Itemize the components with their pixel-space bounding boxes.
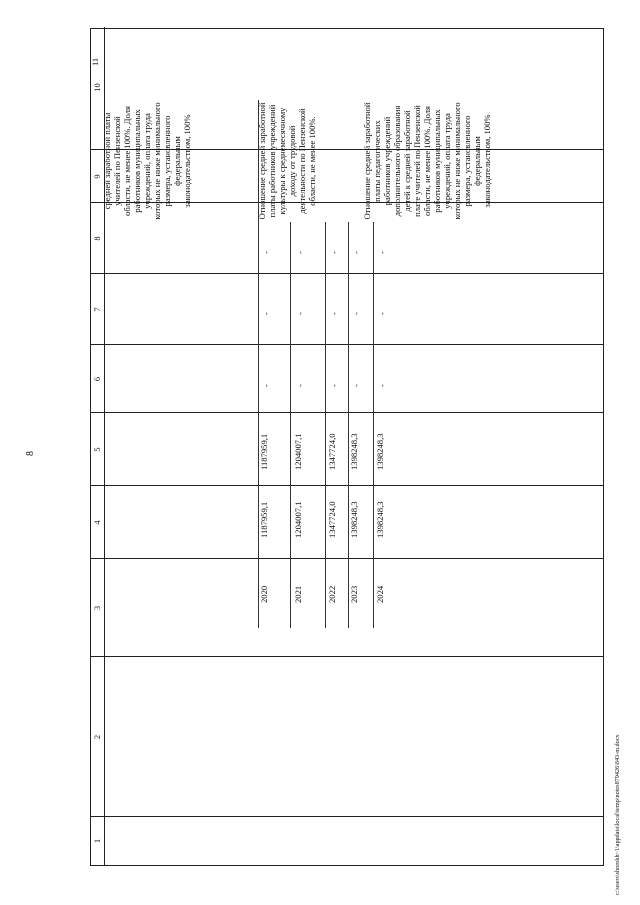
cell-col8: - xyxy=(295,312,305,315)
header-col-7: 7 xyxy=(93,307,102,312)
col10-text-2: Отношение средней заработной платы работников учреждений культуры к среднемесячному доходу от трудовой деятельности по Пензенской области, не менее 100%. xyxy=(257,102,317,220)
page-number: 8 xyxy=(25,451,36,456)
row-divider xyxy=(373,222,374,628)
footer-file-path: c:\users\shorokh~1\appdata\local\temp\notes879426\843-m.docx xyxy=(614,734,621,895)
header-col-10: 10 xyxy=(93,83,102,92)
header-col-6: 6 xyxy=(93,376,102,382)
col-divider xyxy=(91,344,603,345)
header-col-5: 5 xyxy=(93,447,102,452)
cell-col5: 1347724,0 xyxy=(327,501,337,538)
cell-col8: - xyxy=(329,312,339,315)
header-col-11: 11 xyxy=(91,57,100,66)
cell-col8: - xyxy=(261,312,271,315)
header-col-8: 8 xyxy=(93,236,102,241)
col-divider xyxy=(91,558,603,559)
cell-col7: - xyxy=(351,384,361,387)
cell-col7: - xyxy=(261,384,271,387)
row-divider xyxy=(290,222,291,628)
cell-col6: 1187959,1 xyxy=(259,433,269,470)
header-col-1: 1 xyxy=(93,838,102,844)
cell-col8: - xyxy=(351,312,361,315)
cell-col9: - xyxy=(351,251,361,254)
col-divider xyxy=(91,412,603,413)
row-divider xyxy=(348,222,349,628)
cell-col5: 1398248,3 xyxy=(349,501,359,538)
cell-col9: - xyxy=(295,251,305,254)
col-divider xyxy=(91,816,603,817)
cell-col5: 1204007,1 xyxy=(293,501,303,538)
col10-text-1: средней заработной платы учителей по Пензенской области, не менее 100%. Доля работников муниципальных учреждений, оплата труда которых не ниже минимального размера, установленного федеральным законодательством, 100% xyxy=(102,102,192,220)
cell-col5: 1187959,1 xyxy=(259,501,269,538)
header-col-9: 9 xyxy=(93,174,102,179)
row-divider xyxy=(325,222,326,628)
cell-col9: - xyxy=(261,251,271,254)
col-divider xyxy=(91,273,603,274)
cell-col6: 1347724,0 xyxy=(327,433,337,470)
cell-year: 2024 xyxy=(375,585,385,603)
cell-col6: 1204007,1 xyxy=(293,433,303,470)
cell-col8: - xyxy=(377,312,387,315)
cell-col5: 1398248,3 xyxy=(375,501,385,538)
cell-col7: - xyxy=(295,384,305,387)
header-col-2: 2 xyxy=(93,734,102,740)
cell-col9: - xyxy=(329,251,339,254)
header-col-4: 4 xyxy=(93,520,102,525)
cell-year: 2022 xyxy=(327,585,337,603)
cell-col7: - xyxy=(329,384,339,387)
cell-col6: 1398248,3 xyxy=(375,433,385,470)
cell-year: 2023 xyxy=(349,585,359,603)
cell-col6: 1398248,3 xyxy=(349,433,359,470)
row-divider xyxy=(258,100,259,628)
col-divider xyxy=(91,656,603,657)
cell-year: 2021 xyxy=(293,585,303,603)
cell-year: 2020 xyxy=(259,585,269,603)
cell-col7: - xyxy=(377,384,387,387)
header-col-3: 3 xyxy=(93,605,102,611)
cell-col9: - xyxy=(377,251,387,254)
col-divider xyxy=(91,485,603,486)
col10-text-3: Отношение средней заработной платы педагогических работников учреждений дополнительного образования детей к средней заработной плате учителей по Пензенской области, не менее 100%. Доля работников муниципальных учреждений, оплата труда которых не ниже минимального размера, установленного федеральным законодательством, 100% xyxy=(362,102,492,220)
